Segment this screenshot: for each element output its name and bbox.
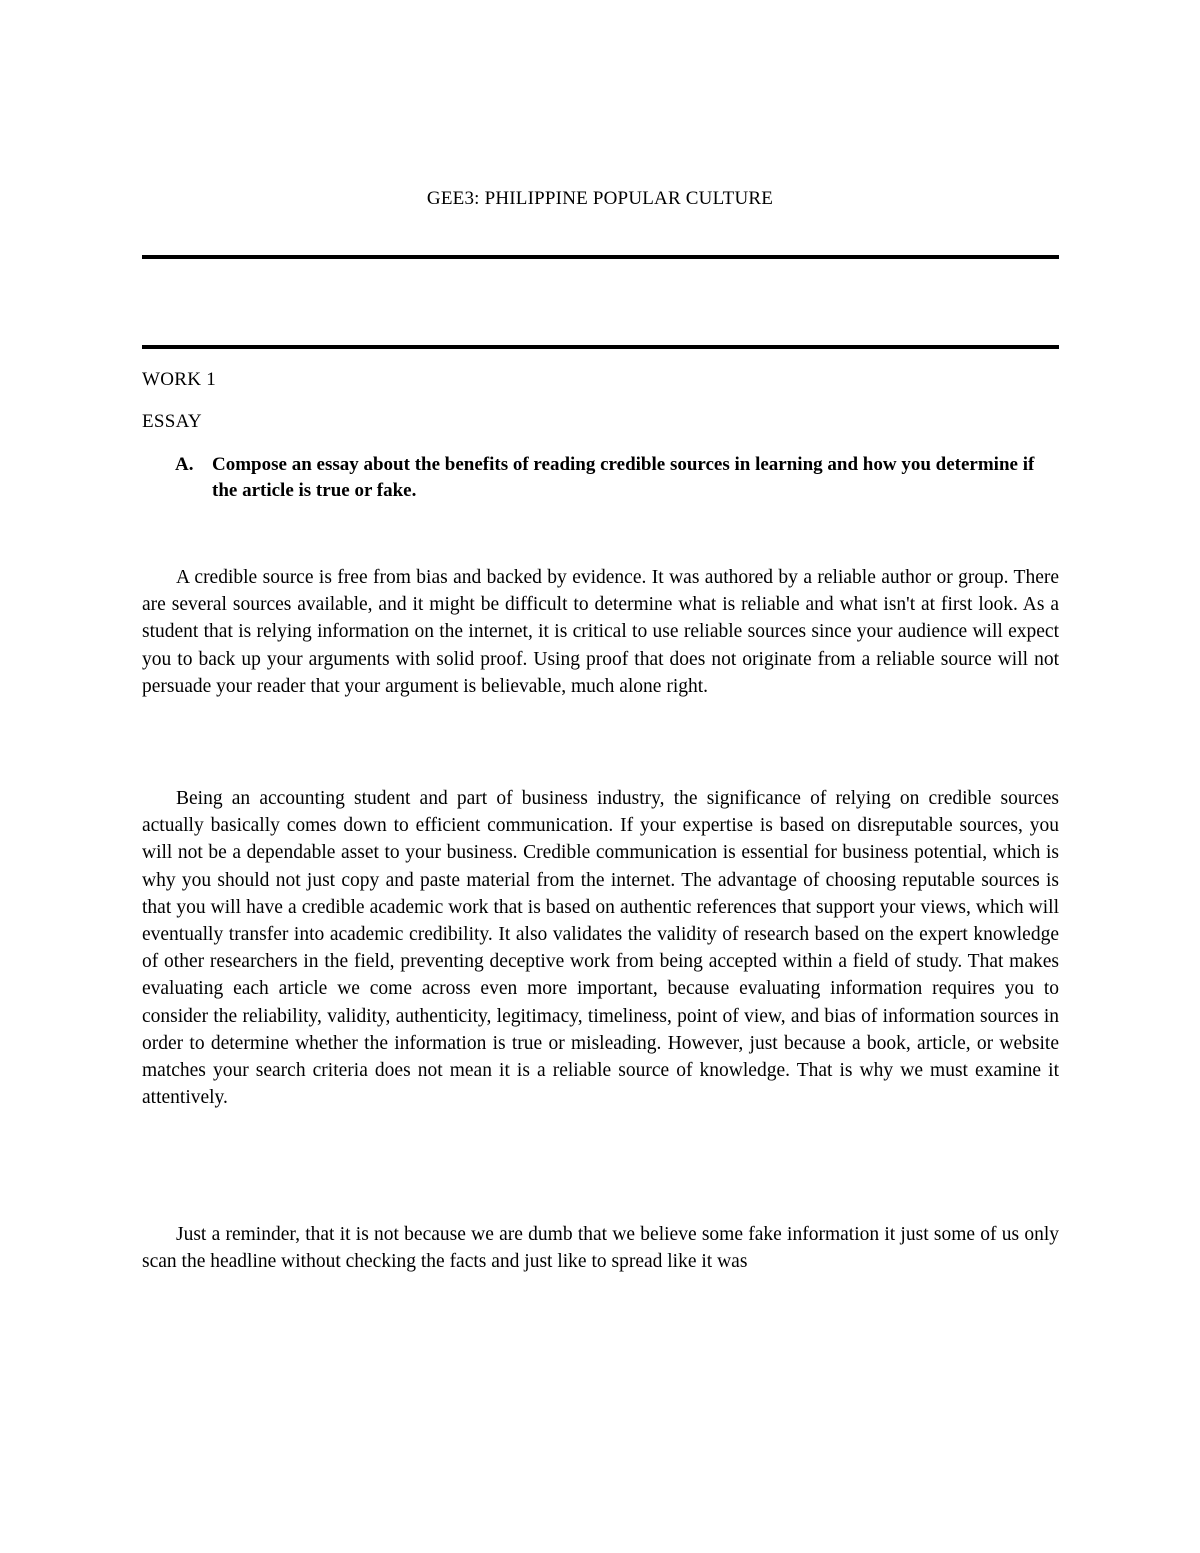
prompt-text: Compose an essay about the benefits of reading credible sources in learning and how you determine if the article is true or fake. (212, 454, 1035, 501)
essay-label: ESSAY (142, 411, 202, 432)
essay-paragraph-1: A credible source is free from bias and backed by evidence. It was authored by a reliable author or group. There are several sources available, and it might be difficult to determine what is reliable and what isn't at first look. As a student that is relying information on the internet, it is critical to use reliable sources since your audience will expect you to back up your arguments with solid proof. Using proof that does not originate from a reliable source will not persuade your reader that your argument is believable, much alone right. (142, 567, 1059, 697)
header-divider-top (142, 255, 1059, 259)
essay-paragraph-3: Just a reminder, that it is not because we are dumb that we believe some fake information it just some of us only scan the headline without checking the facts and just like to spread like it was (142, 1224, 1059, 1273)
header-divider-bottom (142, 345, 1059, 349)
essay-paragraph-2: Being an accounting student and part of business industry, the significance of relying on credible sources actually basically comes down to efficient communication. If your expertise is based on disreputable sources, you will not be a dependable asset to your business. Credible communication is essential for business potential, which is why you should not just copy and paste material from the internet. The advantage of choosing reputable sources is that you will have a credible academic work that is based on authentic references that support your views, which will eventually transfer into academic credibility. It also validates the validity of research based on the expert knowledge of other researchers in the field, preventing deceptive work from being accepted within a field of study. That makes evaluating each article we come across even more important, because evaluating information requires you to consider the reliability, validity, authenticity, legitimacy, timeliness, point of view, and bias of information sources in order to determine whether the information is true or misleading. However, just because a book, article, or website matches your search criteria does not mean it is a reliable source of knowledge. That is why we must examine it attentively. (142, 788, 1059, 1109)
course-title: GEE3: PHILIPPINE POPULAR CULTURE (426, 188, 774, 209)
work-label: WORK 1 (142, 369, 217, 390)
prompt-letter: A. (175, 454, 194, 475)
